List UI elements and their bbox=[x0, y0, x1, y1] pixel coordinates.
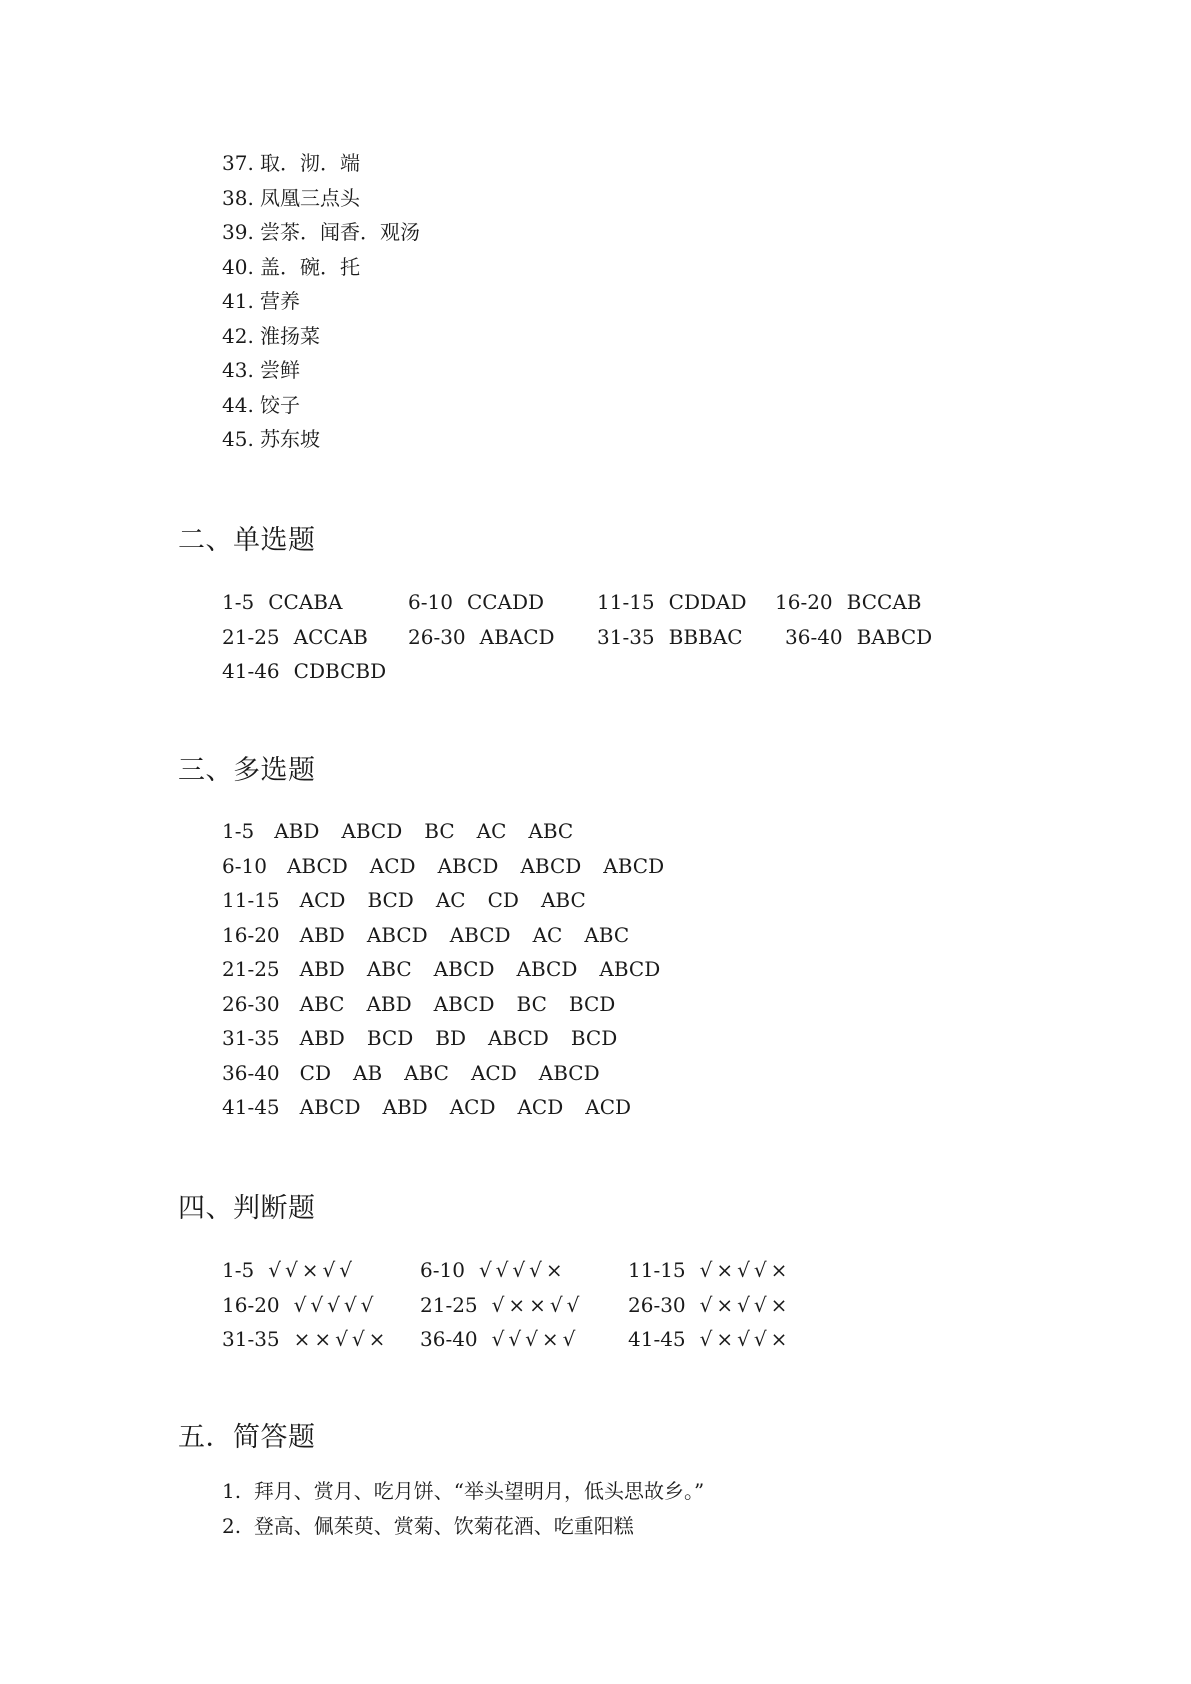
answer-row bbox=[222, 987, 1022, 1022]
answer-value: ACD bbox=[517, 1095, 564, 1119]
answer-value: ABCD bbox=[599, 957, 661, 981]
answer-row bbox=[222, 620, 1022, 655]
answer-range: 31-35 bbox=[222, 1026, 280, 1050]
answer-value: ACD bbox=[470, 1060, 517, 1085]
answer-range: 36-40 bbox=[222, 1060, 280, 1085]
short-answer-list bbox=[222, 1474, 704, 1543]
answer-row bbox=[222, 918, 1022, 953]
answer-value: ABC bbox=[584, 922, 630, 947]
fill-in-item: 40. 盖．碗．托 bbox=[222, 254, 360, 279]
single-choice-heading: 二、单选题 bbox=[178, 525, 316, 556]
short-answer-item: 2. 登高、佩茱萸、赏菊、饮菊花酒、吃重阳糕 bbox=[222, 1513, 634, 1538]
answer-group: 26-30 √×√√× bbox=[628, 1292, 792, 1317]
answer-row bbox=[222, 1056, 1022, 1091]
multi-choice-grid bbox=[222, 814, 1022, 1125]
answer-value: ACD bbox=[369, 853, 416, 878]
answer-value: ABCD bbox=[299, 1095, 361, 1119]
answer-value: ABCD bbox=[538, 1060, 600, 1085]
answer-group: 41-46 CDBCBD bbox=[222, 659, 387, 683]
fill-in-item: 42. 淮扬菜 bbox=[222, 323, 320, 348]
answer-group: 36-40 BABCD bbox=[785, 624, 933, 649]
answer-value: ABCD bbox=[520, 853, 582, 878]
answer-range: 26-30 bbox=[222, 991, 280, 1016]
answer-row bbox=[222, 585, 1022, 620]
answer-group: 21-25 ACCAB bbox=[222, 624, 368, 649]
answer-group: 11-15 CDDAD bbox=[597, 590, 747, 614]
answer-value: CD bbox=[487, 888, 519, 912]
fill-in-item: 41. 营养 bbox=[222, 289, 300, 313]
answer-value: ABC bbox=[404, 1060, 449, 1085]
answer-value: BCD bbox=[367, 888, 414, 912]
answer-group: 11-15 √×√√× bbox=[628, 1258, 792, 1282]
fill-in-item: 39. 尝茶．闻香．观汤 bbox=[222, 220, 420, 244]
fill-in-item: 45. 苏东坡 bbox=[222, 427, 320, 451]
fill-in-answers bbox=[222, 146, 420, 457]
fill-in-item: 44. 饺子 bbox=[222, 392, 300, 417]
single-choice-grid bbox=[222, 585, 1022, 689]
answer-group: 16-20 √√√√√ bbox=[222, 1292, 378, 1317]
answer-group: 6-10 CCADD bbox=[408, 590, 545, 614]
fill-in-item: 37. 取．沏．端 bbox=[222, 151, 360, 175]
answer-value: ABD bbox=[366, 991, 412, 1016]
answer-range: 6-10 bbox=[222, 853, 267, 878]
true-false-grid bbox=[222, 1253, 1022, 1357]
answer-group: 36-40 √√√×√ bbox=[420, 1327, 580, 1351]
answer-value: ABCD bbox=[437, 853, 499, 878]
answer-value: ABC bbox=[299, 991, 345, 1016]
answer-value: BC bbox=[424, 819, 455, 843]
answer-value: ABD bbox=[274, 819, 320, 843]
answer-row bbox=[222, 1021, 1022, 1056]
answer-value: ABCD bbox=[487, 1026, 549, 1050]
answer-group: 16-20 BCCAB bbox=[775, 590, 922, 614]
fill-in-item: 43. 尝鲜 bbox=[222, 358, 300, 382]
answer-row bbox=[222, 654, 1022, 689]
answer-value: ABC bbox=[540, 888, 586, 912]
answer-value: ABC bbox=[528, 819, 574, 843]
answer-group: 31-35 ××√√× bbox=[222, 1327, 390, 1351]
answer-row bbox=[222, 1090, 1022, 1125]
answer-range: 16-20 bbox=[222, 922, 280, 947]
short-answer-item: 1. 拜月、赏月、吃月饼、“举头望明月，低头思故乡。” bbox=[222, 1479, 705, 1503]
multi-choice-heading: 三、多选题 bbox=[178, 755, 316, 786]
answer-value: ABCD bbox=[603, 853, 665, 878]
answer-row bbox=[222, 883, 1022, 918]
answer-value: AB bbox=[353, 1060, 383, 1085]
answer-value: ABCD bbox=[366, 922, 428, 947]
answer-value: BD bbox=[435, 1026, 466, 1050]
answer-value: BCD bbox=[366, 1026, 414, 1050]
answer-value: AC bbox=[532, 922, 563, 947]
true-false-heading: 四、判断题 bbox=[178, 1193, 316, 1224]
answer-range: 1-5 bbox=[222, 819, 255, 843]
answer-value: ABD bbox=[299, 922, 345, 947]
answer-row bbox=[222, 1288, 1022, 1323]
answer-value: ABCD bbox=[286, 853, 348, 878]
answer-value: ABD bbox=[382, 1095, 428, 1119]
answer-value: AC bbox=[476, 819, 507, 843]
answer-value: AC bbox=[435, 888, 466, 912]
answer-value: BCD bbox=[570, 1026, 618, 1050]
answer-range: 41-45 bbox=[222, 1095, 280, 1119]
answer-value: ABCD bbox=[433, 991, 495, 1016]
answer-row bbox=[222, 849, 1022, 884]
answer-row bbox=[222, 814, 1022, 849]
answer-value: ACD bbox=[299, 888, 346, 912]
answer-value: ABC bbox=[366, 957, 412, 981]
answer-value: ABCD bbox=[433, 957, 495, 981]
fill-in-item: 38. 凤凰三点头 bbox=[222, 185, 360, 210]
answer-value: ABD bbox=[299, 1026, 345, 1050]
answer-value: ACD bbox=[585, 1095, 632, 1119]
answer-value: ABCD bbox=[341, 819, 403, 843]
answer-value: BC bbox=[516, 991, 547, 1016]
answer-group: 1-5 √√×√√ bbox=[222, 1258, 356, 1282]
answer-value: ABD bbox=[299, 957, 345, 981]
answer-value: BCD bbox=[568, 991, 616, 1016]
short-answer-heading: 五．简答题 bbox=[178, 1422, 316, 1453]
answer-range: 21-25 bbox=[222, 957, 280, 981]
answer-value: ABCD bbox=[449, 922, 511, 947]
answer-value: ACD bbox=[449, 1095, 496, 1119]
answer-group: 31-35 BBBAC bbox=[597, 624, 743, 649]
answer-group: 6-10 √√√√× bbox=[420, 1258, 567, 1282]
answer-row bbox=[222, 952, 1022, 987]
answer-row bbox=[222, 1322, 1022, 1357]
answer-group: 21-25 √××√√ bbox=[420, 1292, 584, 1317]
answer-group: 26-30 ABACD bbox=[408, 624, 555, 649]
answer-group: 1-5 CCABA bbox=[222, 590, 343, 614]
answer-value: ABCD bbox=[516, 957, 578, 981]
answer-group: 41-45 √×√√× bbox=[628, 1327, 792, 1351]
answer-range: 11-15 bbox=[222, 888, 280, 912]
answer-value: CD bbox=[299, 1060, 331, 1085]
answer-row bbox=[222, 1253, 1022, 1288]
